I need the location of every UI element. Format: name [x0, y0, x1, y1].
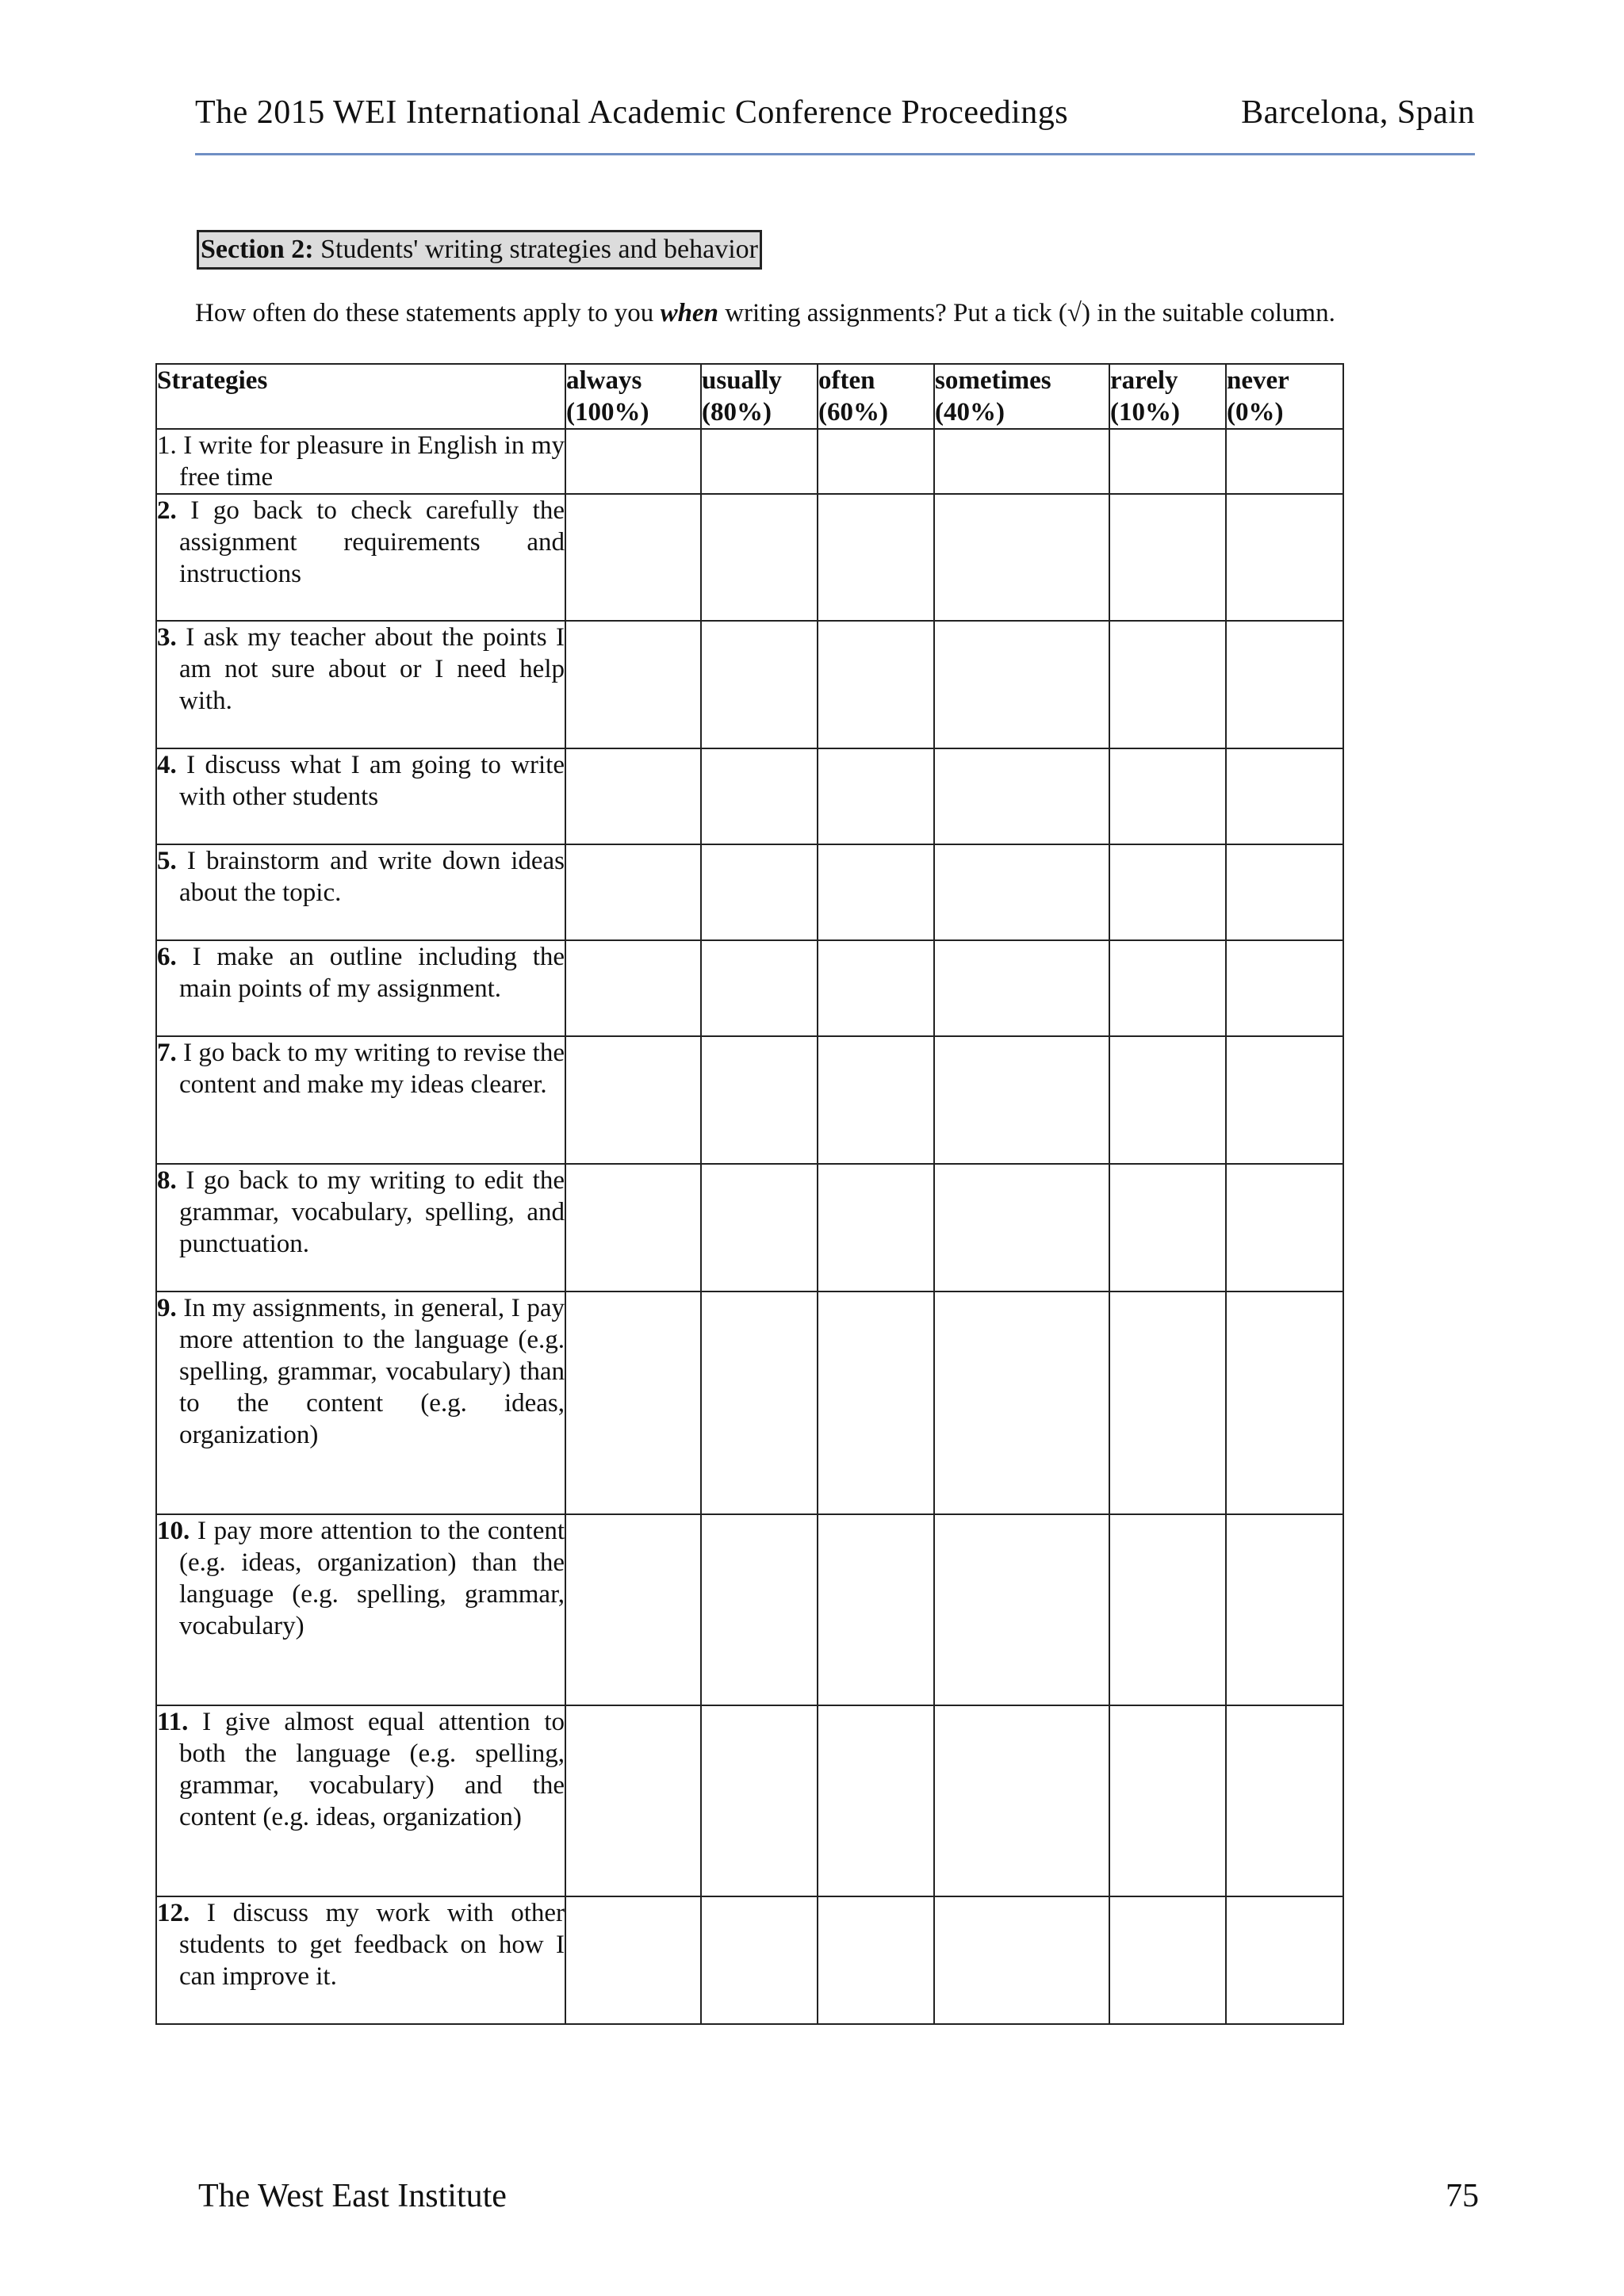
tick-cell-rarely[interactable]: [1109, 494, 1226, 621]
tick-cell-usually[interactable]: [701, 1036, 818, 1164]
statement-number: 9.: [157, 1294, 177, 1322]
tick-cell-never[interactable]: [1226, 844, 1343, 940]
tick-cell-rarely[interactable]: [1109, 940, 1226, 1036]
tick-cell-often[interactable]: [818, 1896, 934, 2024]
scale-percent: (40%): [935, 398, 1005, 427]
tick-cell-sometimes[interactable]: [934, 844, 1109, 940]
statement-cell: [156, 621, 565, 748]
statement-number: 1.: [157, 431, 177, 460]
scale-label: never: [1227, 366, 1289, 395]
statement-number: 11.: [157, 1708, 189, 1736]
table-row: [156, 940, 1343, 1036]
table-row: [156, 429, 1343, 494]
tick-cell-never[interactable]: [1226, 940, 1343, 1036]
statement-number: 2.: [157, 496, 177, 525]
tick-cell-often[interactable]: [818, 1164, 934, 1292]
statement-text: I give almost equal attention to both the language (e.g. spelling, grammar, vocabulary) and the content (e.g. ideas, organization): [179, 1708, 565, 1831]
tick-cell-never[interactable]: [1226, 1514, 1343, 1705]
statement-text: I go back to check carefully the assignment requirements and instructions: [179, 496, 565, 588]
strategies-column-header: Strategies: [156, 364, 565, 429]
column-header-often: [818, 364, 934, 429]
scale-label: usually: [702, 366, 782, 395]
scale-percent: (60%): [818, 398, 888, 427]
statement-text: I brainstorm and write down ideas about the topic.: [179, 847, 565, 907]
scale-percent: (10%): [1110, 398, 1180, 427]
tick-cell-always[interactable]: [565, 844, 701, 940]
tick-cell-usually[interactable]: [701, 844, 818, 940]
tick-cell-often[interactable]: [818, 429, 934, 494]
statement-cell: [156, 844, 565, 940]
page-header: [195, 94, 1475, 132]
tick-cell-never[interactable]: [1226, 748, 1343, 844]
tick-cell-rarely[interactable]: [1109, 1514, 1226, 1705]
tick-cell-sometimes[interactable]: [934, 621, 1109, 748]
tick-cell-always[interactable]: [565, 1164, 701, 1292]
header-rule: [195, 153, 1475, 155]
section-title: Students' writing strategies and behavior: [320, 235, 758, 264]
table-row: [156, 1292, 1343, 1514]
tick-cell-never[interactable]: [1226, 1164, 1343, 1292]
tick-cell-rarely[interactable]: [1109, 1896, 1226, 2024]
statement-text: I pay more attention to the content (e.g. ideas, organization) than the language (e.g. spelling, grammar, vocabulary): [179, 1517, 565, 1640]
tick-cell-usually[interactable]: [701, 1705, 818, 1896]
tick-cell-never[interactable]: [1226, 494, 1343, 621]
tick-cell-sometimes[interactable]: [934, 429, 1109, 494]
scale-percent: (80%): [702, 398, 772, 427]
statement-cell: [156, 1036, 565, 1164]
tick-cell-rarely[interactable]: [1109, 1036, 1226, 1164]
tick-cell-rarely[interactable]: [1109, 1705, 1226, 1896]
tick-cell-often[interactable]: [818, 1036, 934, 1164]
tick-cell-always[interactable]: [565, 1705, 701, 1896]
tick-cell-often[interactable]: [818, 1292, 934, 1514]
tick-cell-sometimes[interactable]: [934, 494, 1109, 621]
tick-cell-rarely[interactable]: [1109, 429, 1226, 494]
tick-cell-rarely[interactable]: [1109, 748, 1226, 844]
tick-cell-always[interactable]: [565, 621, 701, 748]
tick-cell-usually[interactable]: [701, 429, 818, 494]
tick-cell-usually[interactable]: [701, 940, 818, 1036]
tick-cell-never[interactable]: [1226, 429, 1343, 494]
tick-cell-rarely[interactable]: [1109, 1164, 1226, 1292]
column-header-sometimes: [934, 364, 1109, 429]
table-row: [156, 621, 1343, 748]
tick-cell-sometimes[interactable]: [934, 748, 1109, 844]
statement-number: 5.: [157, 847, 177, 875]
tick-cell-always[interactable]: [565, 1292, 701, 1514]
tick-cell-often[interactable]: [818, 940, 934, 1036]
tick-cell-always[interactable]: [565, 940, 701, 1036]
tick-cell-rarely[interactable]: [1109, 1292, 1226, 1514]
tick-cell-often[interactable]: [818, 621, 934, 748]
column-header-never: [1226, 364, 1343, 429]
statement-cell: [156, 1705, 565, 1896]
section-label: Section 2:: [201, 235, 314, 264]
scale-percent: (0%): [1227, 398, 1284, 427]
tick-cell-always[interactable]: [565, 429, 701, 494]
statement-cell: [156, 1164, 565, 1292]
conference-location: Barcelona, Spain: [1241, 94, 1475, 131]
statement-text: I go back to my writing to edit the grammar, vocabulary, spelling, and punctuation.: [179, 1166, 565, 1258]
statement-text: I make an outline including the main points of my assignment.: [179, 943, 565, 1003]
column-header-rarely: [1109, 364, 1226, 429]
scale-label: often: [818, 366, 875, 395]
tick-cell-often[interactable]: [818, 1705, 934, 1896]
scale-label: rarely: [1110, 366, 1178, 395]
tick-cell-never[interactable]: [1226, 1036, 1343, 1164]
section-heading: [197, 230, 762, 270]
scale-label: always: [566, 366, 642, 395]
tick-cell-usually[interactable]: [701, 1292, 818, 1514]
table-row: [156, 1705, 1343, 1896]
tick-cell-always[interactable]: [565, 1514, 701, 1705]
tick-cell-sometimes[interactable]: [934, 1705, 1109, 1896]
statement-cell: [156, 494, 565, 621]
instruction-text: [195, 299, 1335, 328]
statement-number: 12.: [157, 1899, 190, 1927]
tick-cell-never[interactable]: [1226, 1896, 1343, 2024]
tick-cell-often[interactable]: [818, 1514, 934, 1705]
tick-cell-sometimes[interactable]: [934, 940, 1109, 1036]
tick-cell-sometimes[interactable]: [934, 1292, 1109, 1514]
instruction-after: writing assignments? Put a tick (√) in the suitable column.: [725, 299, 1335, 327]
tick-cell-never[interactable]: [1226, 1292, 1343, 1514]
tick-cell-usually[interactable]: [701, 1164, 818, 1292]
tick-cell-always[interactable]: [565, 1036, 701, 1164]
table-row: [156, 844, 1343, 940]
tick-cell-never[interactable]: [1226, 1705, 1343, 1896]
page-number: 75: [1446, 2178, 1479, 2214]
tick-cell-usually[interactable]: [701, 1896, 818, 2024]
scale-label: sometimes: [935, 366, 1051, 395]
statement-cell: [156, 1514, 565, 1705]
publisher-name: The West East Institute: [198, 2178, 507, 2214]
tick-cell-usually[interactable]: [701, 621, 818, 748]
table-row: [156, 1036, 1343, 1164]
tick-cell-rarely[interactable]: [1109, 621, 1226, 748]
column-header-always: [565, 364, 701, 429]
tick-cell-sometimes[interactable]: [934, 1164, 1109, 1292]
statement-text: I discuss my work with other students to get feedback on how I can improve it.: [179, 1899, 565, 1991]
statement-number: 4.: [157, 751, 177, 779]
table-header-row: [156, 364, 1343, 429]
statement-text: I write for pleasure in English in my free time: [179, 431, 565, 492]
tick-cell-rarely[interactable]: [1109, 844, 1226, 940]
statement-text: In my assignments, in general, I pay more attention to the language (e.g. spelling, grammar, vocabulary) than to the content (e.g. ideas, organization): [179, 1294, 565, 1449]
tick-cell-never[interactable]: [1226, 621, 1343, 748]
statement-text: I discuss what I am going to write with other students: [179, 751, 565, 811]
tick-cell-sometimes[interactable]: [934, 1896, 1109, 2024]
tick-cell-always[interactable]: [565, 494, 701, 621]
statement-text: I ask my teacher about the points I am not sure about or I need help with.: [179, 623, 565, 715]
statement-cell: [156, 1896, 565, 2024]
scale-percent: (100%): [566, 398, 649, 427]
tick-cell-often[interactable]: [818, 494, 934, 621]
tick-cell-always[interactable]: [565, 1896, 701, 2024]
page-footer: [198, 2177, 1479, 2215]
statement-cell: [156, 748, 565, 844]
tick-cell-often[interactable]: [818, 844, 934, 940]
tick-cell-often[interactable]: [818, 748, 934, 844]
table-row: [156, 1514, 1343, 1705]
statement-number: 3.: [157, 623, 177, 652]
statement-number: 8.: [157, 1166, 177, 1195]
tick-cell-usually[interactable]: [701, 1514, 818, 1705]
statement-number: 7.: [157, 1039, 177, 1067]
table-row: [156, 1164, 1343, 1292]
statement-cell: [156, 940, 565, 1036]
statement-number: 6.: [157, 943, 177, 971]
table-row: [156, 494, 1343, 621]
tick-cell-usually[interactable]: [701, 748, 818, 844]
instruction-emphasis: when: [660, 299, 718, 327]
conference-title: The 2015 WEI International Academic Conference Proceedings: [195, 94, 1069, 131]
statement-cell: [156, 429, 565, 494]
statement-cell: [156, 1292, 565, 1514]
tick-cell-always[interactable]: [565, 748, 701, 844]
statement-number: 10.: [157, 1517, 190, 1545]
strategies-table: [155, 363, 1344, 2025]
tick-cell-sometimes[interactable]: [934, 1514, 1109, 1705]
statement-text: I go back to my writing to revise the content and make my ideas clearer.: [179, 1039, 565, 1099]
instruction-before: How often do these statements apply to you: [195, 299, 654, 327]
tick-cell-sometimes[interactable]: [934, 1036, 1109, 1164]
table-row: [156, 748, 1343, 844]
table-row: [156, 1896, 1343, 2024]
column-header-usually: [701, 364, 818, 429]
tick-cell-usually[interactable]: [701, 494, 818, 621]
